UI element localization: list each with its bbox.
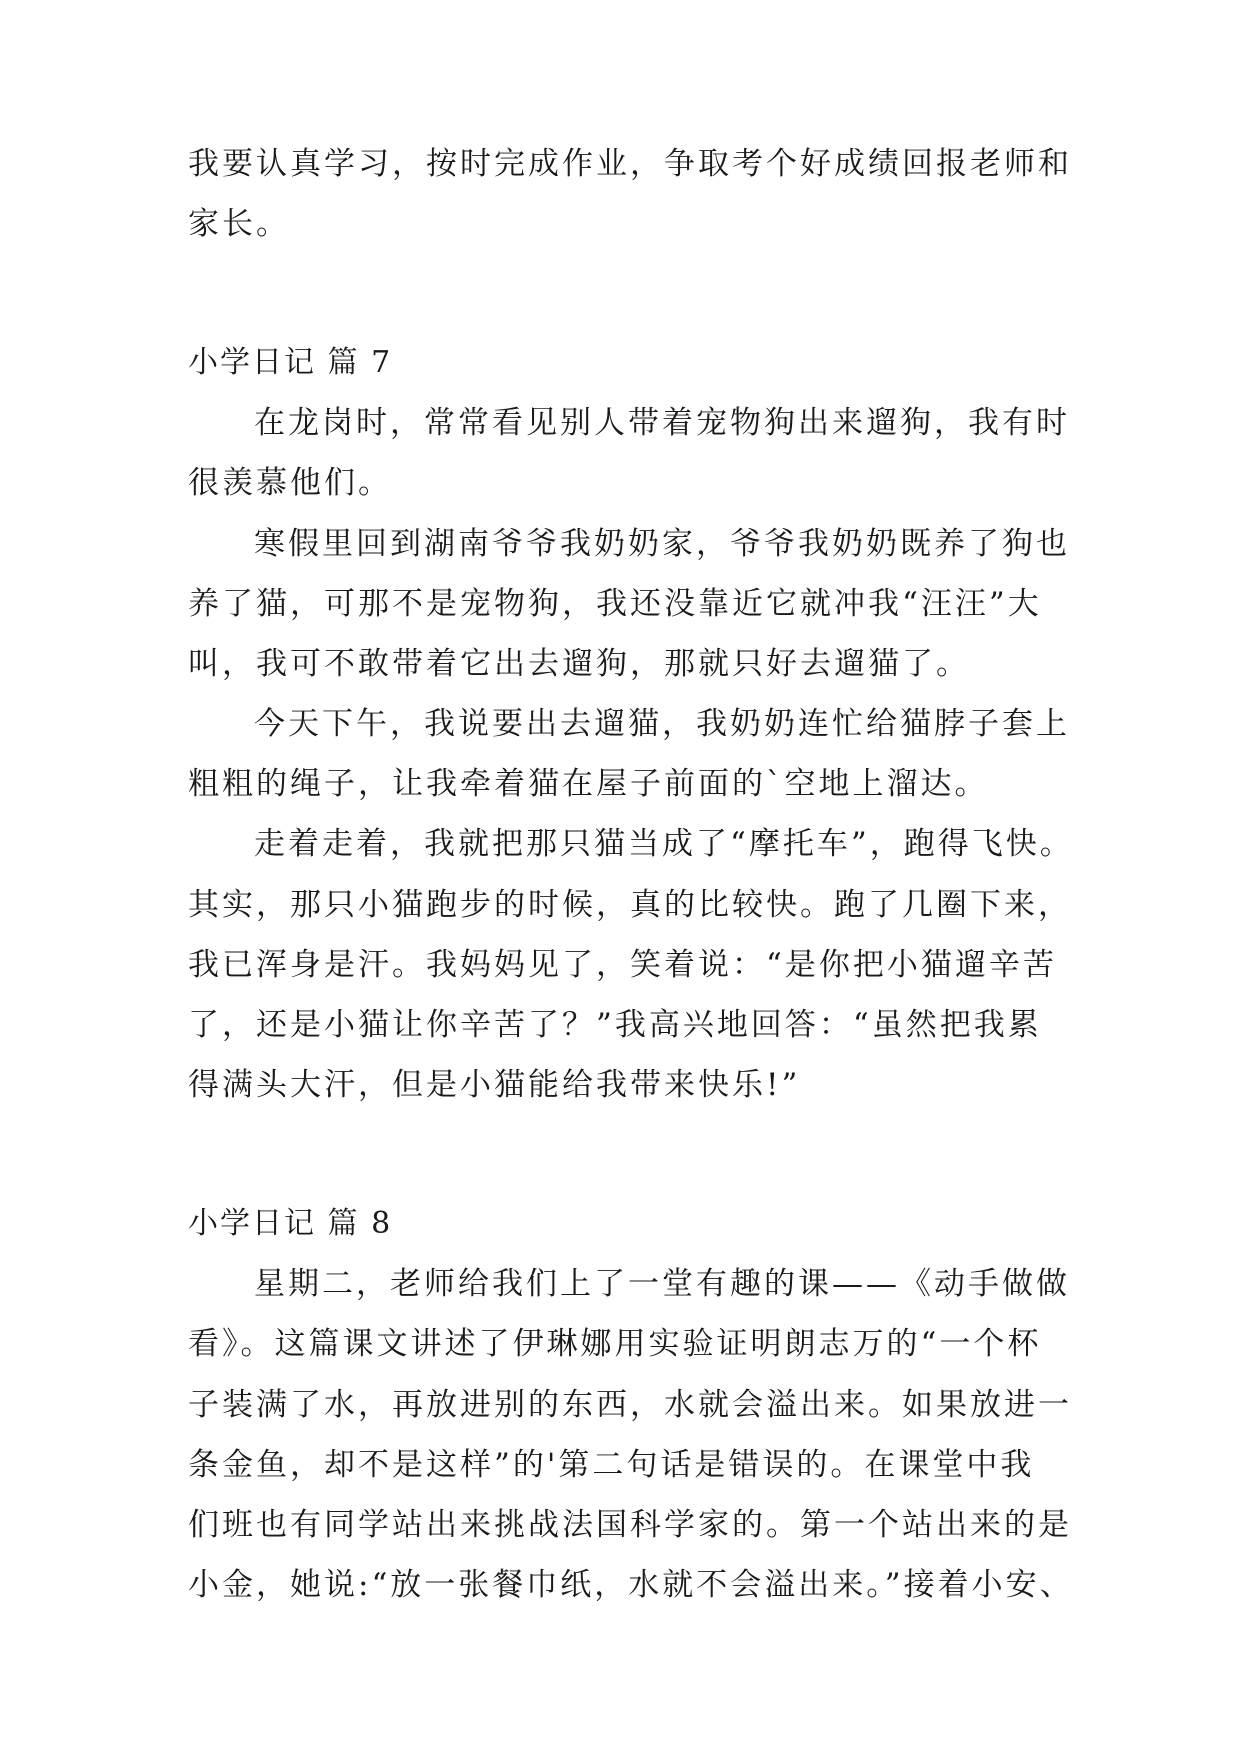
text-line: 们班也有同学站出来挑战法国科学家的。第一个站出来的是: [188, 1507, 1072, 1543]
paragraph-start-line: 走着走着，我就把那只猫当成了“摩托车”，跑得飞快。: [254, 826, 1074, 862]
text-line: 小金，她说:“放一张餐巾纸，水就不会溢出来。”接着小安、: [188, 1567, 1074, 1603]
text-line: 其实，那只小猫跑步的时候，真的比较快。跑了几圈下来，: [188, 887, 1072, 923]
paragraph-start-line: 星期二，老师给我们上了一堂有趣的课——《动手做做: [254, 1266, 1070, 1302]
text-line: 条金鱼，却不是这样”的'第二句话是错误的。在课堂中我: [188, 1447, 1035, 1483]
text-line: 子装满了水，再放进别的东西，水就会溢出来。如果放进一: [188, 1387, 1072, 1423]
paragraph-start-line: 在龙岗时，常常看见别人带着宠物狗出来遛狗，我有时: [254, 405, 1070, 441]
section-heading: 小学日记 篇 8: [188, 1206, 393, 1241]
text-line: 得满头大汗，但是小猫能给我带来快乐!”: [188, 1067, 801, 1103]
section-heading: 小学日记 篇 7: [188, 345, 393, 380]
text-line: 养了猫，可那不是宠物狗，我还没靠近它就冲我“汪汪”大: [188, 586, 1042, 622]
text-line: 看》。这篇课文讲述了伊琳娜用实验证明朗志万的“一个杯: [188, 1326, 1042, 1362]
text-line: 我已浑身是汗。我妈妈见了，笑着说：“是你把小猫遛辛苦: [188, 947, 1057, 983]
text-line: 家长。: [188, 206, 290, 242]
text-line: 我要认真学习，按时完成作业，争取考个好成绩回报老师和: [188, 146, 1072, 182]
text-line: 叫，我可不敢带着它出去遛狗，那就只好去遛猫了。: [188, 646, 970, 682]
text-line: 粗粗的绳子，让我牵着猫在屋子前面的`空地上溜达。: [188, 766, 989, 802]
paragraph-start-line: 今天下午，我说要出去遛猫，我奶奶连忙给猫脖子套上: [254, 706, 1070, 742]
text-line: 了，还是小猫让你辛苦了？”我高兴地回答：“虽然把我累: [188, 1007, 1042, 1043]
paragraph-start-line: 寒假里回到湖南爷爷我奶奶家，爷爷我奶奶既养了狗也: [254, 526, 1070, 562]
text-line: 很羡慕他们。: [188, 465, 392, 501]
